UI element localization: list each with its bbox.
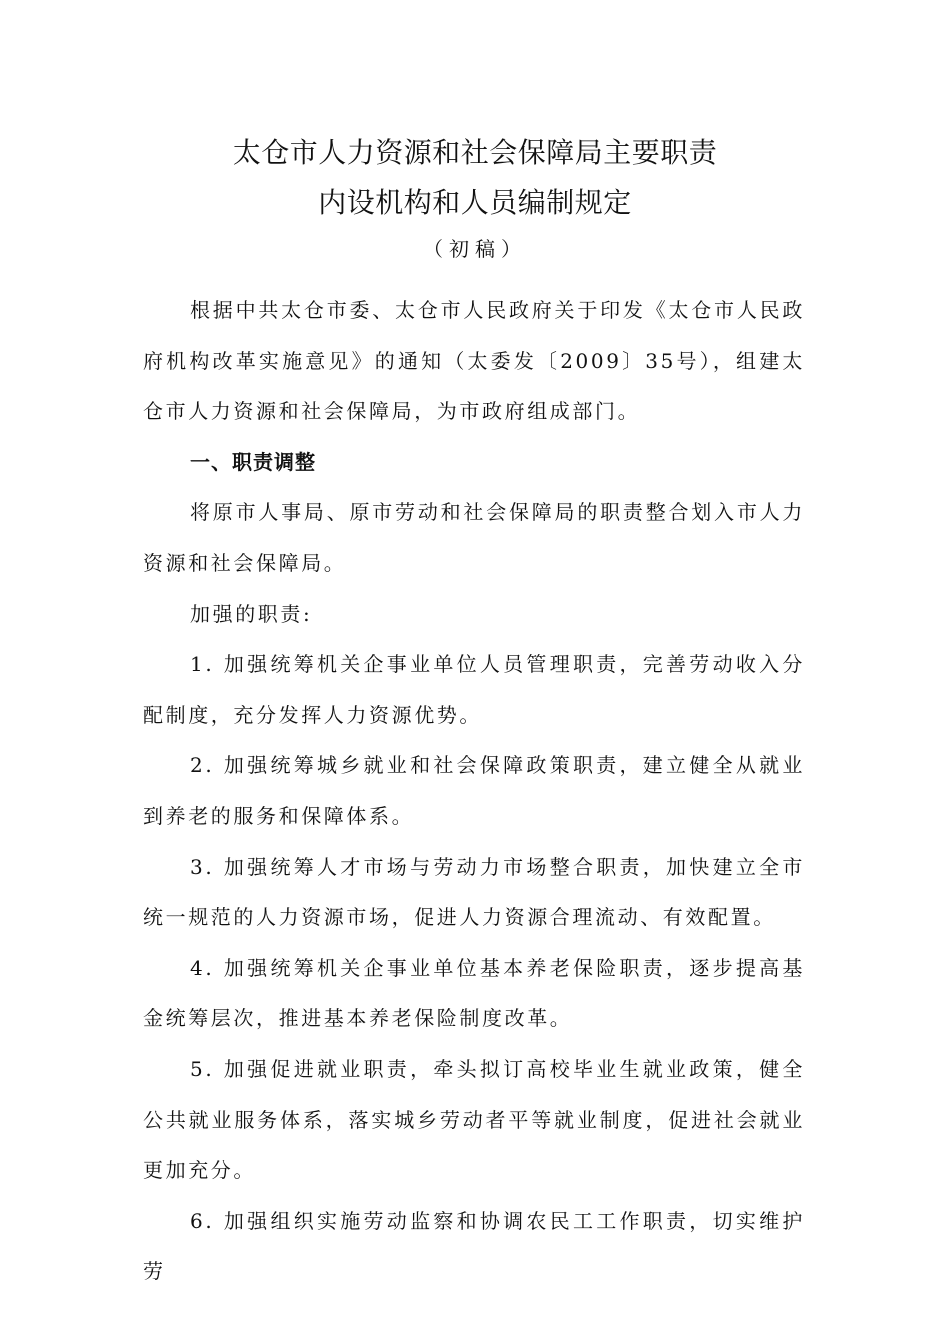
document-body (143, 285, 805, 1297)
intro-paragraph: 根据中共太仓市委、太仓市人民政府关于印发《太仓市人民政府机构改革实施意见》的通知（太委发〔2009〕35号），组建太仓市人力资源和社会保障局，为市政府组成部门。 (143, 298, 805, 424)
list-item-6: 6. 加强组织实施劳动监察和协调农民工工作职责，切实维护劳 (143, 1208, 805, 1284)
paragraph-merge-responsibilities: 将原市人事局、原市劳动和社会保障局的职责整合划入市人力资源和社会保障局。 (143, 500, 805, 575)
list-item-1: 1. 加强统筹机关企事业单位人员管理职责，完善劳动收入分配制度，充分发挥人力资源优势。 (143, 652, 805, 727)
paragraph-strengthened-duties-label: 加强的职责: (190, 601, 313, 626)
list-item-3: 3. 加强统筹人才市场与劳动力市场整合职责，加快建立全市统一规范的人力资源市场，促进人力资源合理流动、有效配置。 (143, 854, 805, 930)
document-draft-label: （初稿） (423, 237, 527, 261)
list-item-2: 2. 加强统筹城乡就业和社会保障政策职责，建立健全从就业到养老的服务和保障体系。 (143, 753, 805, 828)
section-heading-responsibility-adjustment: 一、职责调整 (190, 449, 316, 474)
list-item-5: 5. 加强促进就业职责，牵头拟订高校毕业生就业政策，健全公共就业服务体系，落实城乡劳动者平等就业制度，促进社会就业更加充分。 (143, 1056, 805, 1183)
document-title-line-1: 太仓市人力资源和社会保障局主要职责 (232, 136, 718, 169)
list-item-4: 4. 加强统筹机关企事业单位基本养老保险职责，逐步提高基金统筹层次，推进基本养老保险制度改革。 (143, 955, 805, 1031)
document-title-line-2: 内设机构和人员编制规定 (318, 186, 632, 219)
